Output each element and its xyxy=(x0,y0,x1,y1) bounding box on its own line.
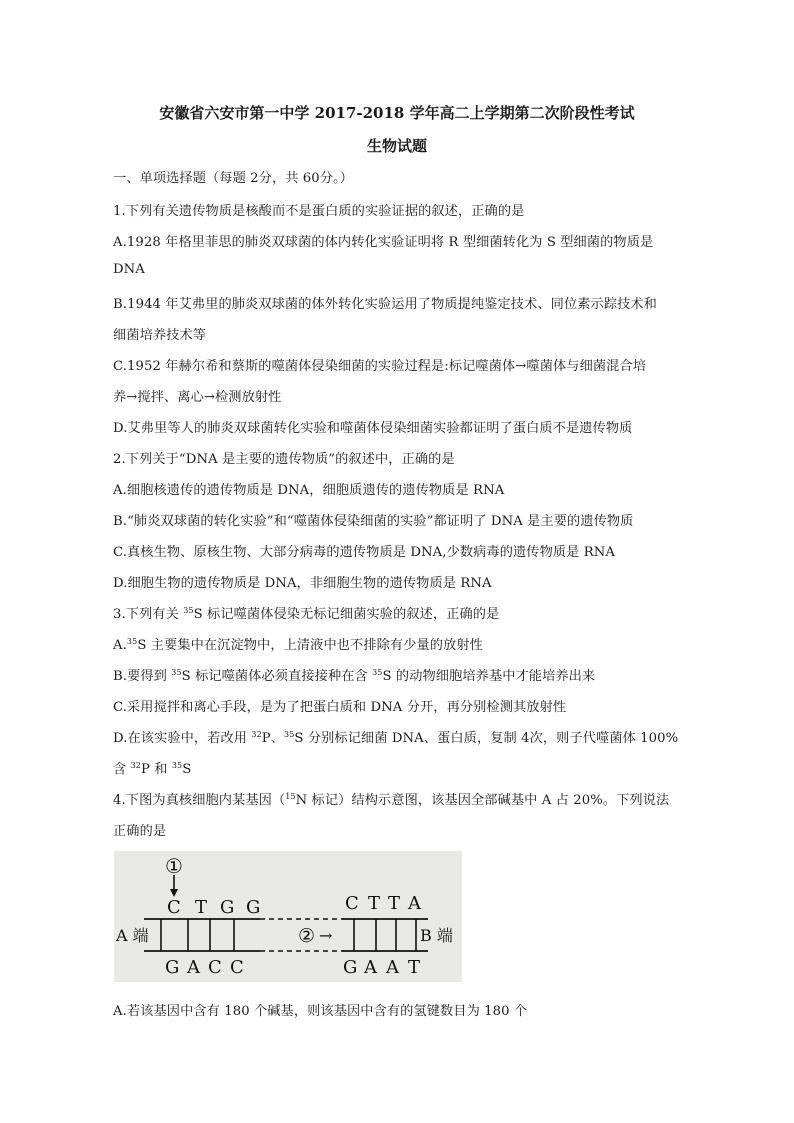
q3-option-d-cont: 含 $^{32}$P 和 $^{35}$S xyxy=(113,761,192,777)
bottom-left-base-3: C xyxy=(208,957,222,978)
top-left-base-2: T xyxy=(195,897,208,918)
q2-option-d: D.细胞生物的遗传物质是 DNA，非细胞生物的遗传物质是 RNA xyxy=(113,576,492,591)
q1-option-b-cont: 细菌培养技术等 xyxy=(113,328,207,343)
q1-option-b: B.1944 年艾弗里的肺炎双球菌的体外转化实验运用了物质提纯鉴定技术、同位素示踪技术和 xyxy=(113,297,657,312)
q2-option-a: A.细胞核遗传的遗传物质是 DNA，细胞质遗传的遗传物质是 RNA xyxy=(113,483,505,498)
section-heading: 一、单项选择题（每题 2分，共 60分。） xyxy=(113,171,354,186)
q1-stem: 1.下列有关遗传物质是核酸而不是蛋白质的实验证据的叙述，正确的是 xyxy=(113,204,525,219)
q1-option-d: D.艾弗里等人的肺炎双球菌转化实验和噬菌体侵染细菌实验都证明了蛋白质不是遗传物质 xyxy=(113,421,633,436)
q3-stem: 3.下列有关 $^{35}$S 标记噬菌体侵染无标记细菌实验的叙述，正确的是 xyxy=(113,606,500,622)
dna-diagram xyxy=(114,851,462,982)
marker-2-arrow: → xyxy=(319,926,333,945)
q3-option-a: A.$^{35}$S 主要集中在沉淀物中，上清液中也不排除有少量的放射性 xyxy=(113,637,483,653)
bottom-right-base-4: T xyxy=(408,957,421,978)
b-end-label: B 端 xyxy=(420,926,453,945)
q2-option-c: C.真核生物、原核生物、大部分病毒的遗传物质是 DNA,少数病毒的遗传物质是 RNA xyxy=(113,545,616,560)
top-left-base-4: G xyxy=(246,897,261,918)
bottom-left-base-2: A xyxy=(187,957,200,978)
bottom-right-base-2: A xyxy=(364,957,377,978)
top-right-base-3: T xyxy=(388,893,401,914)
marker-2: ② xyxy=(298,925,316,947)
top-left-base-1: C xyxy=(167,897,181,918)
q3-option-b: B.要得到 $^{35}$S 标记噬菌体必须直接接种在含 $^{35}$S 的动物细胞培养基中才能培养出来 xyxy=(113,668,596,684)
q2-stem: 2.下列关于“DNA 是主要的遗传物质”的叙述中，正确的是 xyxy=(113,452,455,467)
q1-option-a: A.1928 年格里菲思的肺炎双球菌的体内转化实验证明将 R 型细菌转化为 S 型细菌的物质是 xyxy=(113,235,654,250)
bottom-right-base-1: G xyxy=(343,957,358,978)
top-right-base-1: C xyxy=(345,893,359,914)
gene-structure-figure xyxy=(114,851,462,982)
a-end-label: A 端 xyxy=(116,926,149,945)
q4-stem-cont: 正确的是 xyxy=(113,824,167,839)
top-right-base-4: A xyxy=(408,893,421,914)
exam-title: 安徽省六安市第一中学 2017-2018 学年高二上学期第二次阶段性考试 xyxy=(159,104,635,122)
bottom-left-base-1: G xyxy=(165,957,180,978)
q3-option-d: D.在该实验中，若改用 $^{32}$P、$^{35}$S 分别标记细菌 DNA、蛋白质，复制 4次，则子代噬菌体 100% xyxy=(113,730,679,746)
q1-option-c-cont: 养→搅拌、离心→检测放射性 xyxy=(113,390,282,405)
top-left-base-3: G xyxy=(220,897,235,918)
q4-stem: 4.下图为真核细胞内某基因（$^{15}$N 标记）结构示意图，该基因全部碱基中 A 占 20%。下列说法 xyxy=(113,792,670,808)
q1-option-a-cont: DNA xyxy=(113,262,145,277)
q4-option-a: A.若该基因中含有 180 个碱基，则该基因中含有的氢键数目为 180 个 xyxy=(113,1004,528,1019)
q1-option-c: C.1952 年赫尔希和蔡斯的噬菌体侵染细菌的实验过程是:标记噬菌体→噬菌体与细菌混合培 xyxy=(113,359,647,374)
bottom-left-base-4: C xyxy=(230,957,244,978)
subject-title: 生物试题 xyxy=(366,137,427,155)
top-right-base-2: T xyxy=(368,893,381,914)
q2-option-b: B.“肺炎双球菌的转化实验”和“噬菌体侵染细菌的实验”都证明了 DNA 是主要的遗传物质 xyxy=(113,514,634,529)
q3-option-c: C.采用搅拌和离心手段，是为了把蛋白质和 DNA 分开，再分别检测其放射性 xyxy=(113,700,567,715)
marker-1: ① xyxy=(165,854,183,878)
marker-1-arrowhead xyxy=(170,889,178,897)
bottom-right-base-3: A xyxy=(386,957,399,978)
